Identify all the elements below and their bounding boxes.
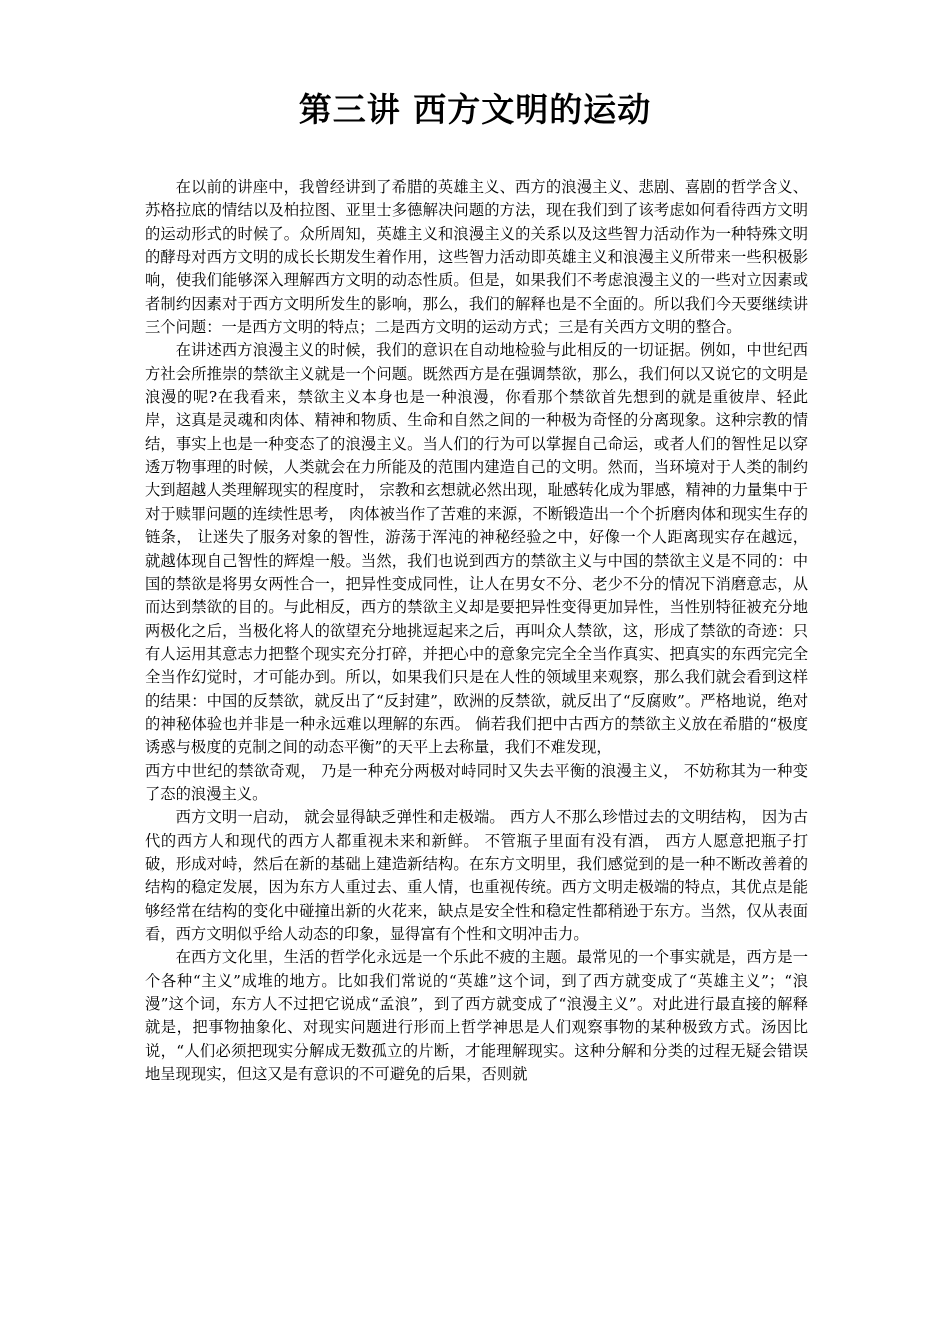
document-body bbox=[145, 176, 808, 1086]
paragraph-philosophy: 在西方文化里，生活的哲学化永远是一个乐此不疲的主题。最常见的一个事实就是，西方是一个各种“主义”成堆的地方。比如我们常说的“英雄”这个词，到了西方就变成了“英雄主义”；“浪漫”这个词，东方人不过把它说成“孟浪”，到了西方就变成了“浪漫主义”。对此进行最直接的解释就是，把事物抽象化、对现实问题进行形而上哲学神思是人们观察事物的某种极致方式。汤因比说，“人们必须把现实分解成无数孤立的片断，才能理解现实。这种分解和分类的过程无疑会错误地呈现现实，但这又是有意识的不可避免的后果，否则就 bbox=[145, 948, 808, 1084]
paragraph-asceticism: 在讲述西方浪漫主义的时候，我们的意识在自动地检验与此相反的一切证据。例如，中世纪西方社会所推崇的禁欲主义就是一个问题。既然西方是在强调禁欲，那么，我们何以又说它的文明是浪漫的呢?在我看来，禁欲主义本身也是一种浪漫，你看那个禁欲首先想到的就是重彼岸、轻此岸，这真是灵魂和肉体、精神和物质、生命和自然之间的一种极为奇怪的分离现象。这种宗教的情结，事实上也是一种变态了的浪漫主义。当人们的行为可以掌握自己命运，或者人们的智性足以穿透万物事理的时候，人类就会在力所能及的范围内建造自己的文明。然而，当环境对于人类的制约大到超越人类理解现实的程度时， 宗教和玄想就必然出现，耻感转化成为罪感，精神的力量集中于对于赎罪问题的连续性思考， 肉体被当作了苦难的来源，不断锻造出一个个折磨肉体和现实生存的链条， 让迷失了服务对象的智性，游荡于浑沌的神秘经验之中，好像一个人距离现实存在越远， 就越体现自己智性的辉煌一般。当然，我们也说到西方的禁欲主义与中国的禁欲主义是不同的：中国的禁欲是将男女两性合一，把异性变成同性，让人在男女不分、老少不分的情况下消磨意志，从而达到禁欲的目的。与此相反，西方的禁欲主义却是要把异性变得更加异性，当性别特征被充分地两极化之后，当极化将人的欲望充分地挑逗起来之后，再叫众人禁欲，这，形成了禁欲的奇迹：只有人运用其意志力把整个现实充分打碎，并把心中的意象完完全全当作真实、把真实的东西完完全全当作幻觉时，才可能办到。所以，如果我们只是在人性的领域里来观察，那么我们就会看到这样的结果：中国的反禁欲，就反出了“反封建”，欧洲的反禁欲，就反出了“反腐败”。严格地说，绝对的神秘体验也并非是一种永远难以理解的东西。 倘若我们把中古西方的禁欲主义放在希腊的“极度诱惑与极度的克制之间的动态平衡”的天平上去称量，我们不难发现， bbox=[145, 341, 808, 757]
paragraph-asceticism-continued: 西方中世纪的禁欲奇观， 乃是一种充分两极对峙同时又失去平衡的浪漫主义， 不妨称其为一种变了态的浪漫主义。 bbox=[145, 761, 808, 803]
paragraph-intro: 在以前的讲座中，我曾经讲到了希腊的英雄主义、西方的浪漫主义、悲剧、喜剧的哲学含义、苏格拉底的情结以及柏拉图、亚里士多德解决问题的方法，现在我们到了该考虑如何看待西方文明的运动形式的时候了。众所周知，英雄主义和浪漫主义的关系以及这些智力活动作为一种特殊文明的酵母对西方文明的成长长期发生着作用，这些智力活动即英雄主义和浪漫主义所带来一些积极影响，使我们能够深入理解西方文明的动态性质。但是，如果我们不考虑浪漫主义的一些对立因素或者制约因素对于西方文明所发生的影响，那么，我们的解释也是不全面的。所以我们今天要继续讲三个问题：一是西方文明的特点；二是西方文明的运动方式；三是有关西方文明的整合。 bbox=[145, 178, 808, 337]
page-title: 第三讲 西方文明的运动 bbox=[298, 90, 652, 129]
paragraph-extremes: 西方文明一启动， 就会显得缺乏弹性和走极端。 西方人不那么珍惜过去的文明结构， 因为古代的西方人和现代的西方人都重视未来和新鲜。 不管瓶子里面有没有酒， 西方人愿意把瓶子打破，形成对峙，然后在新的基础上建造新结构。在东方文明里，我们感觉到的是一种不断改善着的结构的稳定发展，因为东方人重过去、重人情，也重视传统。西方文明走极端的特点，其优点是能够经常在结构的变化中碰撞出新的火花来，缺点是安全性和稳定性都稍逊于东方。当然，仅从表面看，西方文明似乎给人动态的印象，显得富有个性和文明冲击力。 bbox=[145, 808, 808, 943]
